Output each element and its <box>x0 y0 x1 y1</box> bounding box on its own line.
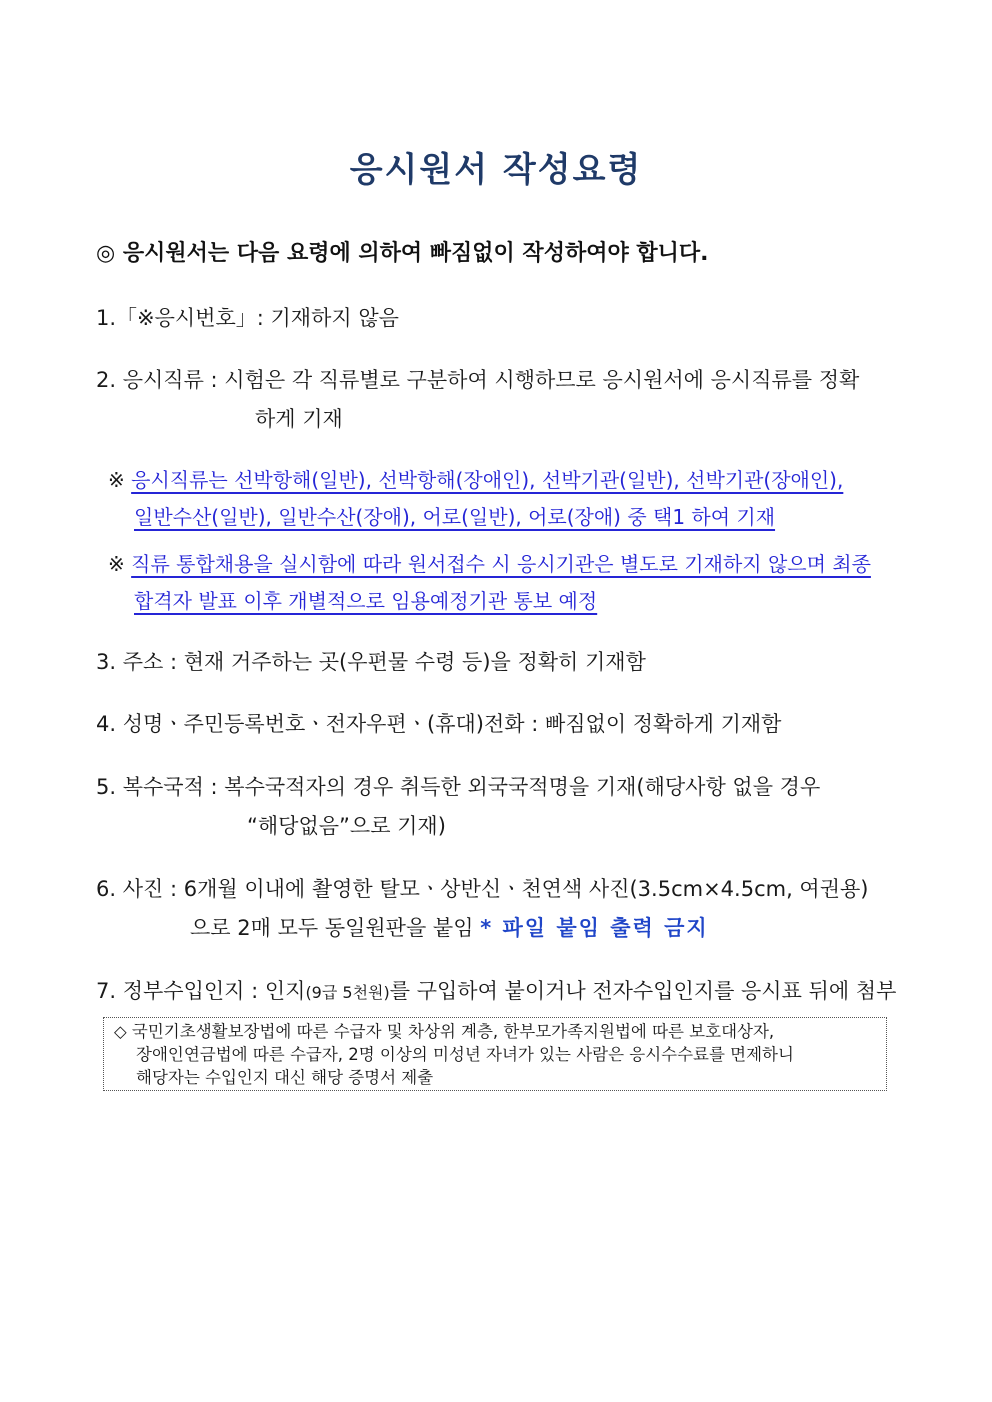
note-2-line2 <box>134 585 597 614</box>
item-4-personal-info: 4. 성명ㆍ주민등록번호ㆍ전자우편ㆍ(휴대)전화 : 빠짐없이 정확하게 기재함 <box>96 712 782 736</box>
item-6-photo-line2 <box>190 912 709 942</box>
note-2-text-line2: 합격자 발표 이후 개별적으로 임용예정기관 통보 예정 <box>134 589 598 613</box>
item-6-photo-line1: 6. 사진 : 6개월 이내에 촬영한 탈모ㆍ상반신ㆍ천연색 사진(3.5cm×4.5cm, 여권용) <box>96 877 869 901</box>
intro-instruction: ◎ 응시원서는 다음 요령에 의하여 빠짐없이 작성하여야 합니다. <box>96 241 709 266</box>
fee-exemption-line2: 장애인연금법에 따른 수급자, 2명 이상의 미성년 자녀가 있는 사람은 응시수수료를 면제하니 <box>136 1045 794 1064</box>
item-5-multiple-nationality-line1: 5. 복수국적 : 복수국적자의 경우 취득한 외국국적명을 기재(해당사항 없을 경우 <box>96 775 821 799</box>
item-6-photo-text: 으로 2매 모두 동일원판을 붙임 <box>190 916 474 940</box>
fee-exemption-line3: 해당자는 수입인지 대신 해당 증명서 제출 <box>136 1068 434 1087</box>
file-print-warning: * 파일 붙임 출력 금지 <box>480 916 709 940</box>
item-7-revenue-stamp <box>96 975 896 1005</box>
note-2-text-line1: 직류 통합채용을 실시함에 따라 원서접수 시 응시기관은 별도로 기재하지 않으며 최종 <box>131 552 871 576</box>
note-1-line2 <box>134 501 775 530</box>
item-7-stamp-price: (9급 5천원) <box>305 983 390 1002</box>
page-title: 응시원서 작성요령 <box>349 150 643 190</box>
note-1-line1 <box>108 464 843 493</box>
note-1-text-line2: 일반수산(일반), 일반수산(장애), 어로(일반), 어로(장애) 중 택1 하여 기재 <box>134 505 776 529</box>
note-mark: ※ <box>108 468 125 492</box>
item-7-text-b: 를 구입하여 붙이거나 전자수입인지를 응시표 뒤에 첨부 <box>389 979 897 1003</box>
note-mark: ※ <box>108 552 125 576</box>
item-3-address: 3. 주소 : 현재 거주하는 곳(우편물 수령 등)을 정확히 기재함 <box>96 650 646 674</box>
note-2-line1 <box>108 548 871 577</box>
item-2-exam-category-line2: 하게 기재 <box>255 407 343 431</box>
fee-exemption-line1: ◇ 국민기초생활보장법에 따른 수급자 및 차상위 계층, 한부모가족지원법에 따른 보호대상자, <box>114 1022 775 1041</box>
note-1-text-line1: 응시직류는 선박항해(일반), 선박항해(장애인), 선박기관(일반), 선박기관(장애인), <box>131 468 844 492</box>
item-2-exam-category-line1: 2. 응시직류 : 시험은 각 직류별로 구분하여 시행하므로 응시원서에 응시직류를 정확 <box>96 368 860 392</box>
item-7-text-a: 7. 정부수입인지 : 인지 <box>96 979 306 1003</box>
item-1-exam-number: 1.「※응시번호」: 기재하지 않음 <box>96 306 399 330</box>
fee-exemption-notice-box <box>103 1017 887 1091</box>
item-5-multiple-nationality-line2: “해당없음”으로 기재) <box>247 814 446 838</box>
